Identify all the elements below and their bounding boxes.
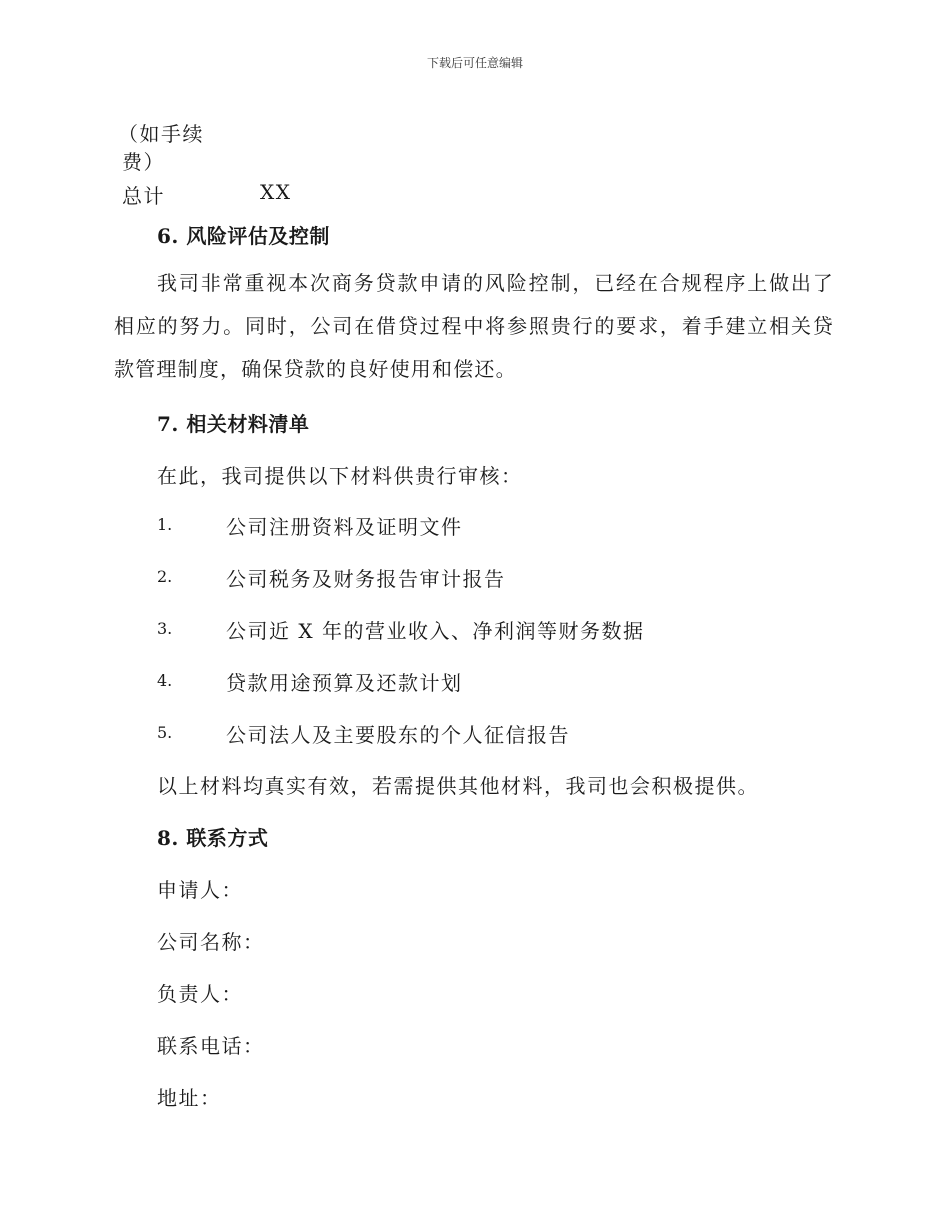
contact-field-applicant: 申请人： (157, 878, 243, 902)
contact-field-phone: 联系电话： (157, 1034, 265, 1058)
section8-heading: 8. 联系方式 (157, 826, 269, 850)
contact-field-person-in-charge: 负责人： (157, 982, 243, 1006)
section6-heading: 6. 风险评估及控制 (157, 224, 330, 248)
list-item-text: 公司税务及财务报告审计报告 (226, 567, 506, 591)
section7-closing: 以上材料均真实有效，若需提供其他材料，我司也会积极提供。 (157, 774, 759, 798)
fee-row-label-line2: 费） (122, 150, 165, 174)
contact-field-address: 地址： (157, 1086, 222, 1110)
total-value: XX (260, 180, 292, 204)
list-item-text: 公司法人及主要股东的个人征信报告 (226, 723, 570, 747)
contact-field-company-name: 公司名称： (157, 930, 265, 954)
page-header: 下载后可任意编辑 (426, 56, 523, 70)
list-item-text: 公司注册资料及证明文件 (226, 515, 463, 539)
section7-heading: 7. 相关材料清单 (157, 412, 310, 436)
fee-row-label-line1: （如手续 (118, 122, 204, 146)
list-item-text: 公司近 X 年的营业收入、净利润等财务数据 (226, 619, 645, 643)
list-item-text: 贷款用途预算及还款计划 (226, 671, 463, 695)
section6-paragraph: 我司非常重视本次商务贷款申请的风险控制，已经在合规程序上做出了相应的努力。同时，公司在借贷过程中将参照贵行的要求，着手建立相关贷款管理制度，确保贷款的良好使用和偿还。 (114, 271, 834, 381)
list-item-number: 1. (157, 515, 173, 534)
list-item-number: 3. (157, 619, 173, 638)
section7-intro: 在此，我司提供以下材料供贵行审核： (157, 464, 523, 488)
list-item-number: 2. (157, 567, 173, 586)
list-item-number: 5. (157, 723, 173, 742)
total-label: 总计 (122, 184, 165, 208)
list-item-number: 4. (157, 671, 173, 690)
